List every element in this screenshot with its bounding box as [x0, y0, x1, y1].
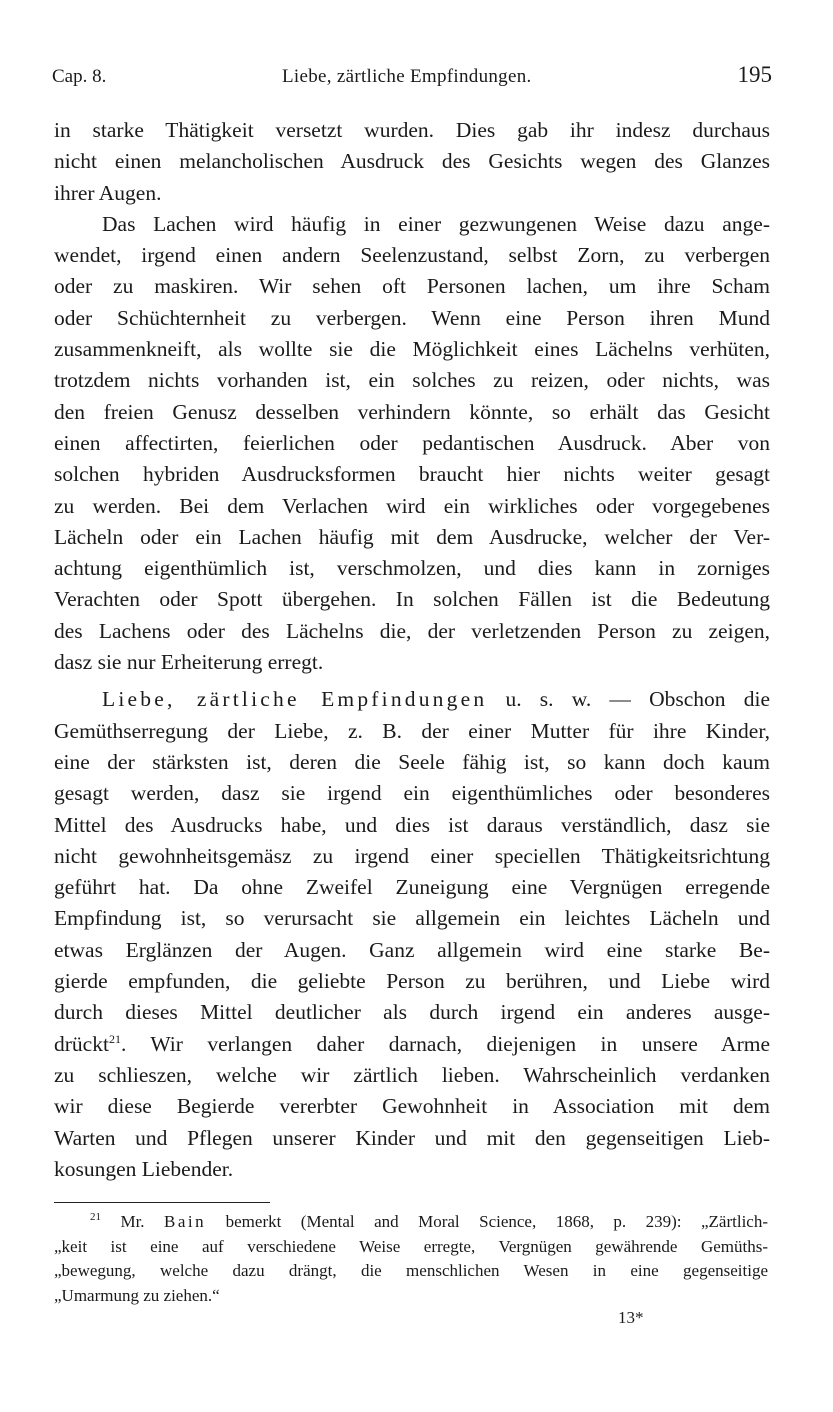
text-line: Gemüthserregung der Liebe, z. B. der einer Mutter für ihre Kinder, — [54, 718, 770, 743]
text-line: des Lachens oder des Lächelns die, der verletzenden Person zu zeigen, — [54, 618, 770, 643]
text-line: den freien Genusz desselben verhindern könnte, so erhält das Gesicht — [54, 399, 770, 424]
text-line: dasz sie nur Erheiterung erregt. — [54, 650, 324, 675]
section-heading: Liebe, zärtliche Empfindungen — [102, 687, 488, 712]
body-text — [54, 115, 770, 1185]
section-start-line — [54, 684, 770, 715]
text-line: in starke Thätigkeit versetzt wurden. Dies gab ihr indesz durchaus — [54, 118, 770, 142]
text-line: Verachten oder Spott übergehen. In solchen Fällen ist die Bedeutung — [54, 587, 770, 612]
text-line: trotzdem nichts vorhanden ist, ein solches zu reizen, oder nichts, was — [54, 368, 770, 393]
footnote-divider — [54, 1202, 270, 1203]
text-line: kosungen Liebender. — [54, 1156, 234, 1181]
page-header — [52, 62, 772, 92]
footnote-line: „bewegung, welche dazu drängt, die menschlichen Wesen in eine gegenseitige — [54, 1261, 768, 1280]
text-line: gierde empfunden, die geliebte Person zu berühren, und Liebe wird — [54, 969, 770, 994]
text-line: Warten und Pflegen unserer Kinder und mit den gegenseitigen Lieb- — [54, 1125, 770, 1150]
text-line: achtung eigenthümlich ist, verschmolzen, und dies kann in zorniges — [54, 556, 770, 581]
text-line: wir diese Begierde vererbter Gewohnheit in Association mit dem — [54, 1094, 770, 1119]
text-line: Lächeln oder ein Lachen häufig mit dem Ausdrucke, welcher der Ver- — [54, 524, 770, 549]
text-line: zu werden. Bei dem Verlachen wird ein wirkliches oder vorgegebenes — [54, 493, 770, 518]
text-line: Empfindung ist, so verursacht sie allgemein ein leichtes Lächeln und — [54, 906, 770, 931]
text-line: gesagt werden, dasz sie irgend ein eigenthümliches oder besonderes — [54, 781, 770, 806]
footnote-marker: 21 — [90, 1211, 101, 1223]
text-line — [54, 1029, 770, 1060]
page-number: 195 — [737, 62, 772, 87]
text-line: geführt hat. Da ohne Zweifel Zuneigung eine Vergnügen erregende — [54, 875, 770, 900]
text-line: Mittel des Ausdrucks habe, und dies ist daraus verständlich, dasz sie — [54, 812, 770, 837]
text-fragment: drückt — [54, 1031, 109, 1056]
footnote-author: Bain — [164, 1212, 207, 1231]
text-line: Das Lachen wird häufig in einer gezwungenen Weise dazu ange- — [102, 211, 770, 236]
text-fragment: u. s. w. — Obschon die — [487, 687, 770, 712]
text-line: ihrer Augen. — [54, 180, 162, 205]
text-line: etwas Erglänzen der Augen. Ganz allgemein wird eine starke Be- — [54, 937, 770, 962]
text-fragment: . Wir verlangen daher darnach, diejenigen in unsere Arme — [120, 1031, 770, 1056]
sheet-signature: 13* — [618, 1308, 644, 1327]
text-line: nicht gewohnheitsgemäsz zu irgend einer speciellen Thätigkeitsrichtung — [54, 843, 770, 868]
text-line: solchen hybriden Ausdrucksformen braucht hier nichts weiter gesagt — [54, 462, 770, 487]
text-line: durch dieses Mittel deutlicher als durch irgend ein anderes ausge- — [54, 1000, 770, 1025]
footnote-line — [54, 1210, 768, 1235]
running-title: Liebe, zärtliche Empfindungen. — [282, 66, 532, 87]
footnote-block — [54, 1210, 768, 1308]
text-line: oder zu maskiren. Wir sehen oft Personen lachen, um ihre Scham — [54, 274, 770, 299]
footnote-reference: 21 — [108, 1031, 121, 1046]
text-line: zusammenkneift, als wollte sie die Möglichkeit eines Lächelns verhüten, — [54, 337, 770, 362]
text-line: nicht einen melancholischen Ausdruck des Gesichts wegen des Glanzes — [54, 149, 770, 174]
text-line: wendet, irgend einen andern Seelenzustand, selbst Zorn, zu verbergen — [54, 243, 770, 268]
text-line: einen affectirten, feierlichen oder pedantischen Ausdruck. Aber von — [54, 430, 770, 455]
chapter-label: Cap. 8. — [52, 66, 107, 87]
text-fragment: bemerkt (Mental and Moral Science, 1868, p. 239): „Zärtlich- — [206, 1212, 769, 1231]
text-line: zu schlieszen, welche wir zärtlich lieben. Wahrscheinlich verdanken — [54, 1062, 770, 1087]
text-fragment: Mr. — [101, 1212, 165, 1231]
footnote-line: „Umarmung zu ziehen.“ — [54, 1285, 220, 1305]
text-line: oder Schüchternheit zu verbergen. Wenn eine Person ihren Mund — [54, 305, 770, 330]
footnote-line: „keit ist eine auf verschiedene Weise erregte, Vergnügen gewährende Gemüths- — [54, 1236, 768, 1256]
text-line: eine der stärksten ist, deren die Seele fähig ist, so kann doch kaum — [54, 749, 770, 774]
